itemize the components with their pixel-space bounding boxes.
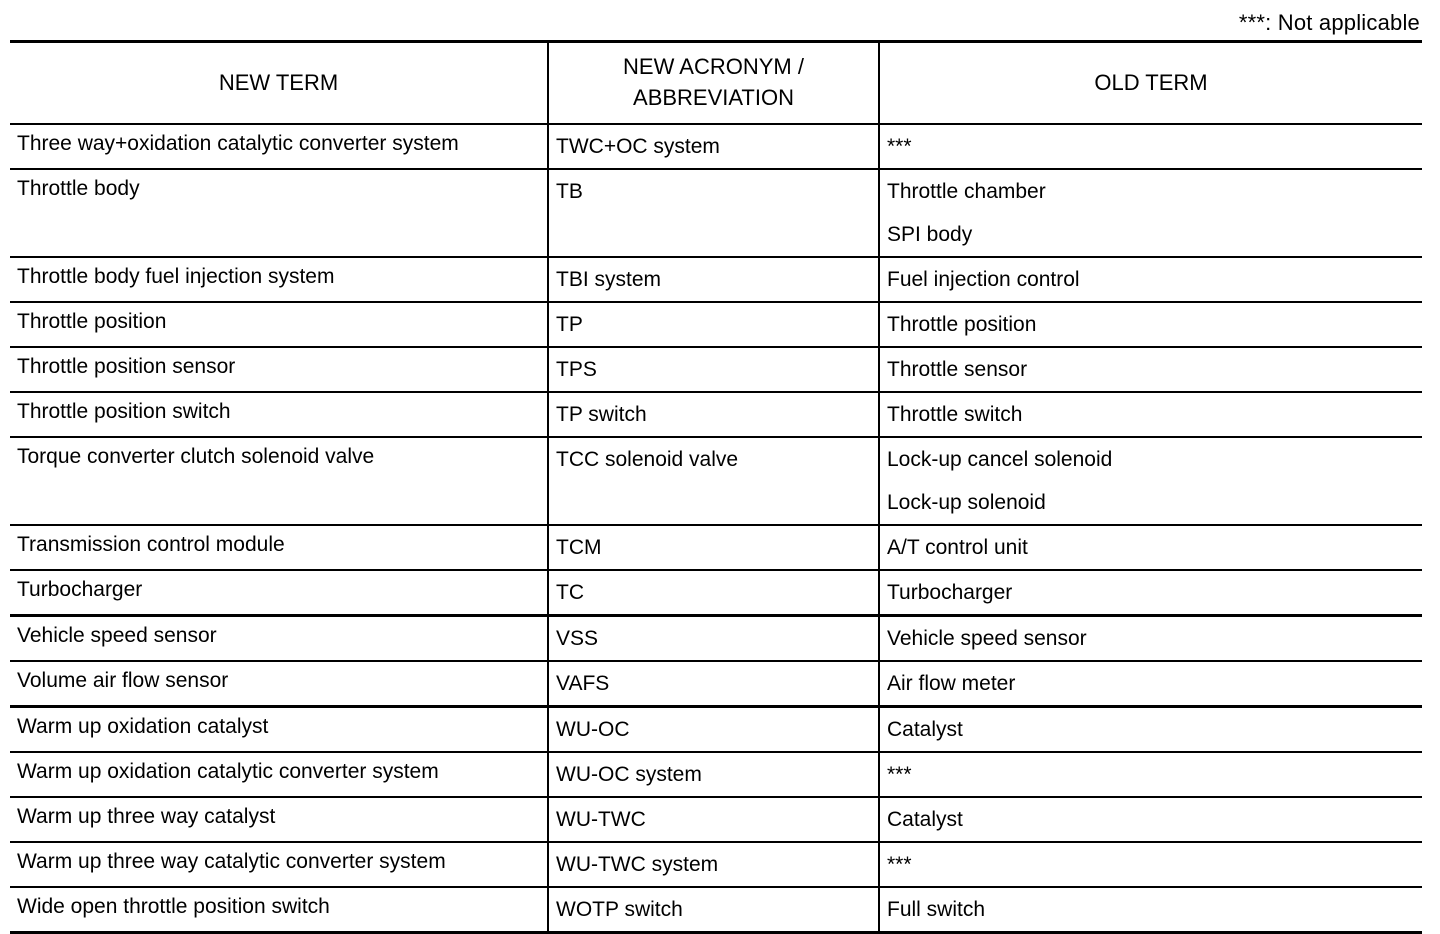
new-term-text: Torque converter clutch solenoid valve [17,445,375,468]
acronym-text: TP switch [556,403,647,426]
acronym-cell [548,752,879,797]
acronym-text: TCC solenoid valve [556,448,739,471]
old-term-cell [879,707,1422,753]
table-body [10,124,1422,933]
old-term-cell [879,302,1422,347]
old-term-cell [879,437,1422,525]
new-term-text: Throttle body fuel injection system [17,265,335,288]
old-term-text: Throttle switch [887,403,1023,426]
acronym-text: WOTP switch [556,898,683,921]
header-row [10,42,1422,125]
acronym-cell [548,887,879,933]
old-term-cell [879,257,1422,302]
acronym-cell [548,525,879,570]
old-term-text: Vehicle speed sensor [887,627,1087,650]
acronym-text: TCM [556,536,602,559]
old-term-text: *** [887,853,912,876]
new-term-text: Warm up oxidation catalyst [17,715,269,738]
new-term-cell [10,752,548,797]
old-term-text: Throttle position [887,313,1037,336]
old-term-cell [879,347,1422,392]
new-term-cell [10,302,548,347]
old-term-text: Fuel injection control [887,268,1080,291]
old-term-cell [879,797,1422,842]
new-term-cell [10,797,548,842]
new-term-cell [10,124,548,169]
new-term-text: Throttle position sensor [17,355,236,378]
old-term-cell [879,887,1422,933]
old-term-text: Lock-up solenoid [887,491,1046,514]
new-term-cell [10,392,548,437]
table-row [10,661,1422,707]
old-term-cell [879,842,1422,887]
old-term-text: Catalyst [887,718,963,741]
acronym-cell [548,347,879,392]
table-row [10,797,1422,842]
table-row [10,842,1422,887]
table-row [10,525,1422,570]
acronym-text: WU-TWC [556,808,646,831]
new-term-cell [10,169,548,257]
acronym-cell [548,797,879,842]
new-term-cell [10,707,548,753]
acronym-cell [548,124,879,169]
new-term-text: Warm up three way catalytic converter system [17,850,446,873]
new-term-text: Warm up oxidation catalytic converter system [17,760,439,783]
table-row [10,752,1422,797]
acronym-cell [548,707,879,753]
old-term-cell [879,392,1422,437]
new-term-text: Throttle body [17,177,140,200]
old-term-text: *** [887,135,912,158]
acronym-cell [548,616,879,662]
acronym-cell [548,257,879,302]
acronym-text: TWC+OC system [556,135,720,158]
new-term-cell [10,616,548,662]
old-term-text: A/T control unit [887,536,1028,559]
new-term-text: Wide open throttle position switch [17,895,330,918]
table-row [10,887,1422,933]
old-term-text: Air flow meter [887,672,1016,695]
table-row [10,257,1422,302]
acronym-cell [548,169,879,257]
acronym-cell [548,661,879,707]
old-term-text: Lock-up cancel solenoid [887,448,1113,471]
acronym-cell [548,392,879,437]
old-term-text: Throttle chamber [887,180,1046,203]
table-row [10,347,1422,392]
header-acronym-line2: ABBREVIATION [633,85,794,110]
old-term-text: SPI body [887,223,973,246]
old-term-text: Throttle sensor [887,358,1028,381]
acronym-text: WU-TWC system [556,853,719,876]
new-term-text: Three way+oxidation catalytic converter system [17,132,459,155]
new-term-text: Volume air flow sensor [17,669,229,692]
old-term-cell [879,752,1422,797]
table-row [10,392,1422,437]
acronym-text: TBI system [556,268,662,291]
table-row [10,707,1422,753]
new-term-text: Turbocharger [17,578,143,601]
new-term-cell [10,437,548,525]
old-term-cell [879,525,1422,570]
new-term-text: Transmission control module [17,533,285,556]
acronym-text: TC [556,581,584,604]
new-term-text: Throttle position [17,310,167,333]
new-term-cell [10,257,548,302]
acronym-cell [548,570,879,616]
new-term-cell [10,661,548,707]
new-term-text: Throttle position switch [17,400,231,423]
table-row [10,124,1422,169]
table-row [10,169,1422,257]
new-term-text: Warm up three way catalyst [17,805,276,828]
acronym-text: VSS [556,627,599,650]
table-row [10,437,1422,525]
table-row [10,302,1422,347]
old-term-cell [879,570,1422,616]
not-applicable-note: ***: Not applicable [1238,10,1420,35]
header-new-term: NEW TERM [10,42,548,125]
new-term-cell [10,887,548,933]
new-term-cell [10,347,548,392]
old-term-text: *** [887,763,912,786]
table-row [10,616,1422,662]
acronym-text: WU-OC [556,718,630,741]
acronym-cell [548,437,879,525]
old-term-text: Catalyst [887,808,963,831]
header-old-term: OLD TERM [879,42,1422,125]
old-term-cell [879,661,1422,707]
header-acronym-line1: NEW ACRONYM / [623,54,804,80]
old-term-text: Turbocharger [887,581,1013,604]
acronym-text: WU-OC system [556,763,702,786]
old-term-cell [879,169,1422,257]
old-term-cell [879,616,1422,662]
acronym-text: TB [556,180,583,203]
table-row [10,570,1422,616]
new-term-cell [10,842,548,887]
new-term-text: Vehicle speed sensor [17,624,217,647]
old-term-text: Full switch [887,898,986,921]
header-new-acronym [548,42,879,125]
new-term-cell [10,525,548,570]
acronym-text: TP [556,313,583,336]
acronym-cell [548,842,879,887]
terminology-table [10,40,1422,934]
old-term-cell [879,124,1422,169]
acronym-text: VAFS [556,672,610,695]
new-term-cell [10,570,548,616]
acronym-cell [548,302,879,347]
acronym-text: TPS [556,358,597,381]
